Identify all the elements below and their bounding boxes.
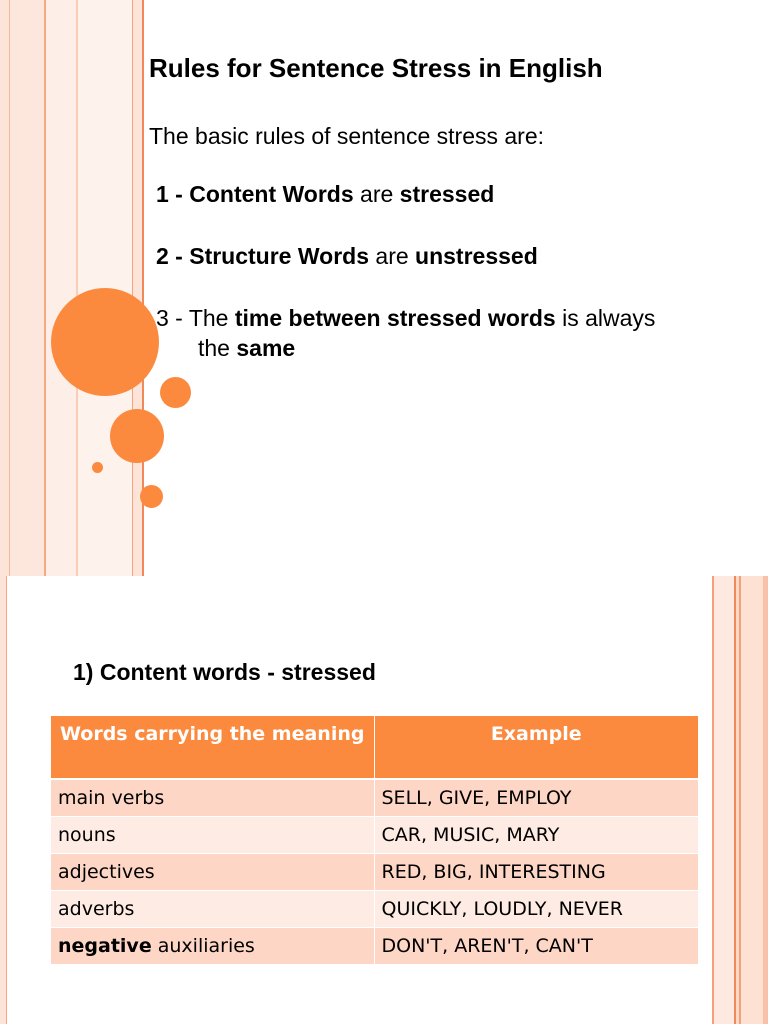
column-header-words: Words carrying the meaning [51,716,374,779]
word-type-cell [51,891,374,928]
decorative-stripe [10,0,44,576]
rule-bold-term: Structure Words [189,243,370,269]
decorative-stripe [741,576,763,1024]
rule-number: 3 - The [156,305,235,331]
decorative-stripe [714,576,734,1024]
example-cell: CAR, MUSIC, MARY [374,817,698,854]
decorative-circle [92,462,103,473]
rule-3 [156,304,655,332]
word-type-cell [51,854,374,891]
slide-2 [0,576,768,1024]
word-type: nouns [58,824,116,846]
word-type-cell [51,928,374,965]
rule-bold-term: stressed [399,181,495,207]
example-cell: SELL, GIVE, EMPLOY [374,779,698,817]
example-cell: DON'T, AREN'T, CAN'T [374,928,698,965]
word-type-cell [51,779,374,817]
rule-3-continued [198,334,295,362]
decorative-circle [51,288,159,396]
rule-text: is always [555,305,656,331]
decorative-stripe [0,0,9,576]
rule-number: 2 - [156,243,190,269]
table-row [51,854,698,891]
rule-bold-term: same [236,335,296,361]
rule-1 [156,180,494,208]
intro-text: The basic rules of sentence stress are: [149,123,545,149]
word-type: adjectives [58,861,155,883]
decorative-stripe [6,576,7,1024]
decorative-stripe [46,0,76,576]
word-type: adverbs [58,898,135,920]
content-words-table [51,716,698,965]
rule-text: are [353,181,400,207]
table-row [51,928,698,965]
rule-text: are [369,243,416,269]
rule-bold-term: Content Words [189,181,354,207]
example-cell: QUICKLY, LOUDLY, NEVER [374,891,698,928]
decorative-circle [160,377,191,408]
word-type: auxiliaries [151,935,255,957]
table-row [51,891,698,928]
table-header-row [51,716,698,779]
example-cell: RED, BIG, INTERESTING [374,854,698,891]
table-row [51,779,698,817]
decorative-stripe [763,576,768,1024]
section-heading: 1) Content words - stressed [73,659,376,685]
rule-number: 1 - [156,181,190,207]
decorative-circle [140,485,163,508]
rule-2 [156,242,538,270]
decorative-circle [110,409,164,463]
rule-text: the [198,335,237,361]
table-row [51,817,698,854]
slide-title: Rules for Sentence Stress in English [149,53,603,83]
rule-bold-term: unstressed [415,243,538,269]
column-header-example: Example [374,716,698,779]
word-type-bold: negative [58,935,152,957]
word-type-cell [51,817,374,854]
rule-bold-term: time between stressed words [234,305,556,331]
word-type: main verbs [58,787,165,809]
